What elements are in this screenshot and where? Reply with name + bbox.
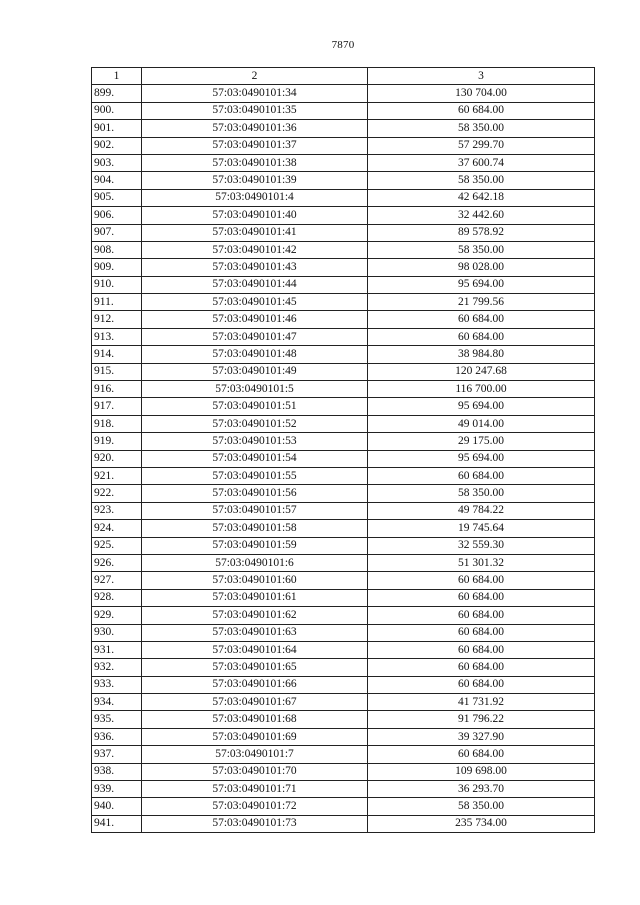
row-number-cell: 918. [92,415,142,432]
cadastral-number-cell: 57:03:0490101:69 [142,728,368,745]
table-row [92,120,595,137]
row-number-cell: 933. [92,676,142,693]
cadastral-value-cell: 60 684.00 [368,746,595,763]
cadastral-number-cell: 57:03:0490101:36 [142,120,368,137]
cadastral-value-cell: 49 784.22 [368,502,595,519]
table-row [92,207,595,224]
cadastral-value-cell: 19 745.64 [368,520,595,537]
cadastral-number-cell: 57:03:0490101:45 [142,294,368,311]
table-row [92,137,595,154]
table-row [92,224,595,241]
row-number-cell: 935. [92,711,142,728]
cadastral-value-cell: 58 350.00 [368,172,595,189]
row-number-cell: 925. [92,537,142,554]
cadastral-number-cell: 57:03:0490101:6 [142,554,368,571]
row-number-cell: 929. [92,607,142,624]
table-row [92,276,595,293]
cadastral-value-cell: 116 700.00 [368,381,595,398]
cadastral-value-cell: 89 578.92 [368,224,595,241]
row-number-cell: 912. [92,311,142,328]
cadastral-value-cell: 58 350.00 [368,485,595,502]
row-number-cell: 922. [92,485,142,502]
table-row [92,607,595,624]
cadastral-number-cell: 57:03:0490101:67 [142,694,368,711]
cadastral-number-cell: 57:03:0490101:73 [142,815,368,832]
column-header-1: 1 [92,68,142,85]
table-row [92,241,595,258]
row-number-cell: 936. [92,728,142,745]
cadastral-value-cell: 21 799.56 [368,294,595,311]
row-number-cell: 926. [92,554,142,571]
cadastral-number-cell: 57:03:0490101:38 [142,154,368,171]
row-number-cell: 937. [92,746,142,763]
cadastral-number-cell: 57:03:0490101:58 [142,520,368,537]
cadastral-value-cell: 95 694.00 [368,450,595,467]
row-number-cell: 900. [92,102,142,119]
row-number-cell: 903. [92,154,142,171]
row-number-cell: 904. [92,172,142,189]
cadastral-number-cell: 57:03:0490101:64 [142,641,368,658]
cadastral-number-cell: 57:03:0490101:47 [142,328,368,345]
cadastral-number-cell: 57:03:0490101:39 [142,172,368,189]
table-row [92,694,595,711]
cadastral-value-cell: 91 796.22 [368,711,595,728]
cadastral-number-cell: 57:03:0490101:62 [142,607,368,624]
row-number-cell: 931. [92,641,142,658]
row-number-cell: 911. [92,294,142,311]
cadastral-number-cell: 57:03:0490101:44 [142,276,368,293]
row-number-cell: 920. [92,450,142,467]
table-row [92,554,595,571]
cadastral-value-cell: 60 684.00 [368,311,595,328]
table-row [92,781,595,798]
cadastral-number-cell: 57:03:0490101:57 [142,502,368,519]
table-row [92,520,595,537]
row-number-cell: 919. [92,433,142,450]
row-number-cell: 910. [92,276,142,293]
cadastral-value-cell: 36 293.70 [368,781,595,798]
cadastral-value-cell: 60 684.00 [368,589,595,606]
cadastral-value-cell: 58 350.00 [368,241,595,258]
cadastral-number-cell: 57:03:0490101:56 [142,485,368,502]
table-row [92,102,595,119]
row-number-cell: 928. [92,589,142,606]
table-row [92,589,595,606]
cadastral-number-cell: 57:03:0490101:7 [142,746,368,763]
cadastral-value-cell: 39 327.90 [368,728,595,745]
cadastral-number-cell: 57:03:0490101:49 [142,363,368,380]
table-row [92,467,595,484]
table-row [92,363,595,380]
cadastral-value-cell: 60 684.00 [368,641,595,658]
row-number-cell: 927. [92,572,142,589]
table-row [92,728,595,745]
cadastral-value-cell: 120 247.68 [368,363,595,380]
cadastral-value-cell: 58 350.00 [368,120,595,137]
row-number-cell: 908. [92,241,142,258]
cadastral-number-cell: 57:03:0490101:55 [142,467,368,484]
table-row [92,572,595,589]
table-row [92,172,595,189]
row-number-cell: 909. [92,259,142,276]
row-number-cell: 917. [92,398,142,415]
cadastral-number-cell: 57:03:0490101:43 [142,259,368,276]
cadastral-value-cell: 109 698.00 [368,763,595,780]
cadastral-value-cell: 49 014.00 [368,415,595,432]
cadastral-value-cell: 58 350.00 [368,798,595,815]
row-number-cell: 915. [92,363,142,380]
cadastral-number-cell: 57:03:0490101:5 [142,381,368,398]
table-row [92,259,595,276]
cadastral-number-cell: 57:03:0490101:71 [142,781,368,798]
cadastral-number-cell: 57:03:0490101:72 [142,798,368,815]
cadastral-number-cell: 57:03:0490101:59 [142,537,368,554]
cadastral-number-cell: 57:03:0490101:61 [142,589,368,606]
cadastral-value-cell: 29 175.00 [368,433,595,450]
row-number-cell: 921. [92,467,142,484]
table-header-row [92,68,595,85]
table-row [92,815,595,832]
table-row [92,381,595,398]
table-row [92,624,595,641]
cadastral-value-cell: 235 734.00 [368,815,595,832]
cadastral-value-cell: 60 684.00 [368,624,595,641]
cadastral-value-cell: 37 600.74 [368,154,595,171]
table-row [92,502,595,519]
table-row [92,711,595,728]
cadastral-number-cell: 57:03:0490101:68 [142,711,368,728]
table-row [92,346,595,363]
table-row [92,641,595,658]
row-number-cell: 934. [92,694,142,711]
cadastral-number-cell: 57:03:0490101:48 [142,346,368,363]
cadastral-value-cell: 98 028.00 [368,259,595,276]
cadastral-number-cell: 57:03:0490101:41 [142,224,368,241]
cadastral-value-cell: 41 731.92 [368,694,595,711]
table-row [92,763,595,780]
table-row [92,415,595,432]
cadastral-value-table [91,67,595,833]
cadastral-number-cell: 57:03:0490101:66 [142,676,368,693]
row-number-cell: 941. [92,815,142,832]
cadastral-value-cell: 95 694.00 [368,276,595,293]
cadastral-number-cell: 57:03:0490101:42 [142,241,368,258]
cadastral-value-cell: 60 684.00 [368,572,595,589]
table-row [92,433,595,450]
cadastral-number-cell: 57:03:0490101:34 [142,85,368,102]
page-number: 7870 [331,39,355,51]
cadastral-number-cell: 57:03:0490101:4 [142,189,368,206]
table-row [92,311,595,328]
table-row [92,154,595,171]
cadastral-value-cell: 60 684.00 [368,607,595,624]
cadastral-value-cell: 32 559.30 [368,537,595,554]
cadastral-number-cell: 57:03:0490101:35 [142,102,368,119]
cadastral-value-cell: 60 684.00 [368,102,595,119]
row-number-cell: 930. [92,624,142,641]
cadastral-number-cell: 57:03:0490101:37 [142,137,368,154]
cadastral-number-cell: 57:03:0490101:54 [142,450,368,467]
cadastral-number-cell: 57:03:0490101:63 [142,624,368,641]
table-row [92,189,595,206]
row-number-cell: 907. [92,224,142,241]
table-row [92,328,595,345]
cadastral-number-cell: 57:03:0490101:52 [142,415,368,432]
cadastral-number-cell: 57:03:0490101:51 [142,398,368,415]
table-row [92,450,595,467]
cadastral-value-cell: 57 299.70 [368,137,595,154]
table-body [92,85,595,833]
cadastral-value-cell: 60 684.00 [368,659,595,676]
row-number-cell: 899. [92,85,142,102]
cadastral-number-cell: 57:03:0490101:46 [142,311,368,328]
table-row [92,294,595,311]
cadastral-number-cell: 57:03:0490101:53 [142,433,368,450]
cadastral-value-cell: 60 684.00 [368,676,595,693]
row-number-cell: 924. [92,520,142,537]
cadastral-number-cell: 57:03:0490101:65 [142,659,368,676]
row-number-cell: 940. [92,798,142,815]
cadastral-value-cell: 60 684.00 [368,328,595,345]
table-row [92,485,595,502]
table-row [92,659,595,676]
column-header-3: 3 [368,68,595,85]
cadastral-value-cell: 32 442.60 [368,207,595,224]
column-header-2: 2 [142,68,368,85]
table-row [92,676,595,693]
table-row [92,398,595,415]
table-row [92,798,595,815]
row-number-cell: 923. [92,502,142,519]
row-number-cell: 938. [92,763,142,780]
cadastral-value-cell: 51 301.32 [368,554,595,571]
table-row [92,85,595,102]
row-number-cell: 905. [92,189,142,206]
row-number-cell: 906. [92,207,142,224]
cadastral-number-cell: 57:03:0490101:40 [142,207,368,224]
cadastral-value-cell: 42 642.18 [368,189,595,206]
row-number-cell: 902. [92,137,142,154]
cadastral-value-cell: 130 704.00 [368,85,595,102]
table-row [92,537,595,554]
row-number-cell: 914. [92,346,142,363]
row-number-cell: 939. [92,781,142,798]
cadastral-value-cell: 95 694.00 [368,398,595,415]
cadastral-value-cell: 60 684.00 [368,467,595,484]
cadastral-number-cell: 57:03:0490101:70 [142,763,368,780]
row-number-cell: 916. [92,381,142,398]
row-number-cell: 913. [92,328,142,345]
row-number-cell: 901. [92,120,142,137]
cadastral-value-cell: 38 984.80 [368,346,595,363]
row-number-cell: 932. [92,659,142,676]
table-row [92,746,595,763]
cadastral-number-cell: 57:03:0490101:60 [142,572,368,589]
